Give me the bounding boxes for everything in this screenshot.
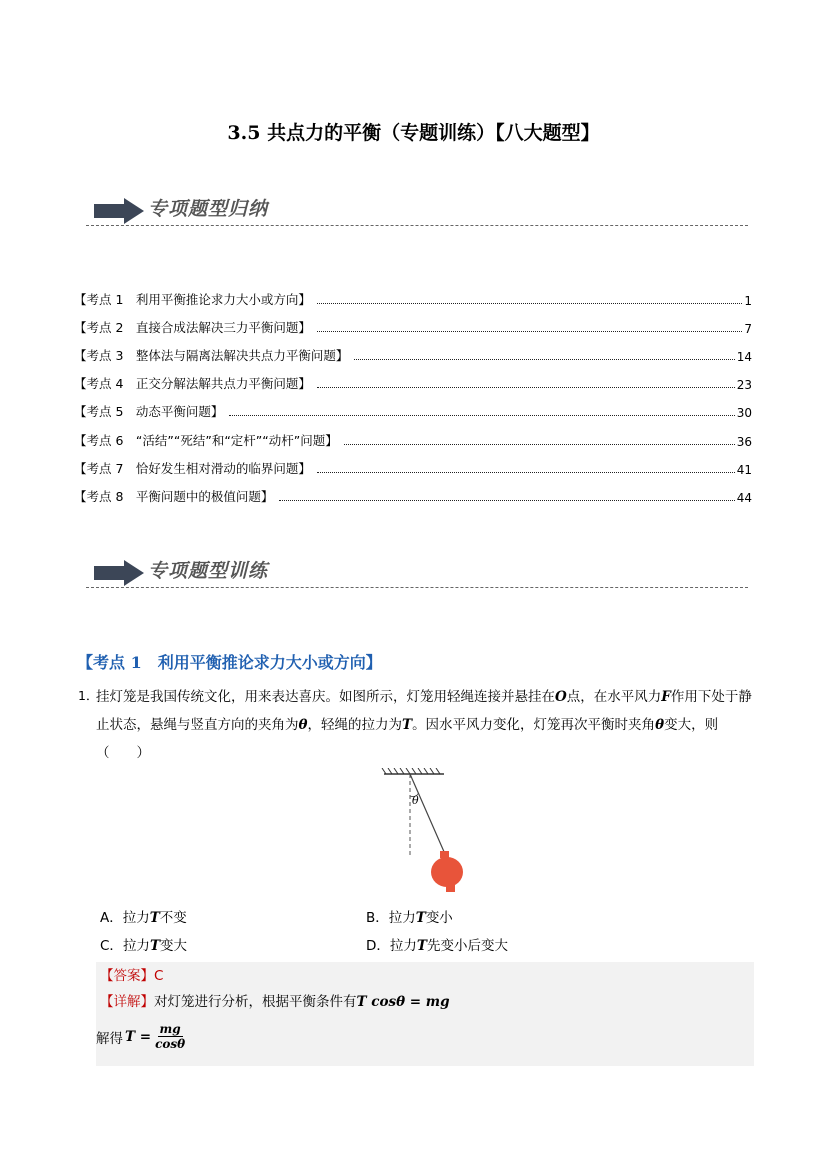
option-b[interactable]: B．拉力T变小 (366, 910, 453, 926)
toc-label: 【考点 5 动态平衡问题】 (74, 404, 224, 419)
symbol-t: T (402, 717, 413, 733)
toc-page: 30 (736, 406, 752, 420)
fraction: $\frac{mg}{\cos\theta}$ (155, 1022, 186, 1051)
option-c[interactable]: C．拉力T变大 (100, 938, 187, 954)
toc-row[interactable] (74, 372, 752, 392)
page-title: 3.5 共点力的平衡（专题训练）【八大题型】 (227, 122, 600, 144)
toc-page: 41 (736, 463, 752, 477)
answer-value: C (154, 968, 164, 984)
toc-label: 【考点 1 利用平衡推论求力大小或方向】 (74, 292, 311, 307)
symbol-theta: θ (298, 717, 308, 733)
training-banner (86, 554, 748, 594)
toc-label: 【考点 4 正交分解法解共点力平衡问题】 (74, 376, 311, 391)
toc-label: 【考点 7 恰好发生相对滑动的临界问题】 (74, 461, 311, 476)
toc-row[interactable] (74, 485, 752, 505)
answer-box (96, 962, 754, 1066)
detail-label: 【详解】 (100, 994, 154, 1010)
solve-line: 解得 T = $\frac{mg}{\cos\theta}$ (96, 1022, 186, 1051)
toc-row[interactable] (74, 457, 752, 477)
divider (86, 587, 748, 588)
answer-label: 【答案】 (100, 968, 154, 984)
toc-label: 【考点 2 直接合成法解决三力平衡问题】 (74, 320, 311, 335)
angle-label: θ (412, 794, 419, 807)
divider (86, 225, 748, 226)
symbol-o: O (555, 689, 567, 705)
toc-page: 36 (736, 435, 752, 449)
toc-page: 14 (736, 350, 752, 364)
option-a[interactable]: A．拉力T不变 (100, 910, 187, 926)
detail-line: 【详解】对灯笼进行分析，根据平衡条件有T cosθ = mg (100, 994, 450, 1010)
formula: T cosθ = mg (356, 994, 450, 1010)
arrow-right-icon (94, 560, 146, 586)
symbol-f: F (661, 689, 671, 705)
answer-line (100, 964, 163, 984)
toc-label: 【考点 6 “活结”“死结”和“定杆”“动杆”问题】 (74, 433, 338, 448)
toc-row[interactable] (74, 400, 752, 420)
training-banner-text: 专项题型训练 (148, 560, 269, 582)
lantern-figure (380, 768, 480, 896)
toc-page: 44 (736, 491, 752, 505)
symbol-theta: θ (655, 717, 665, 733)
toc-page: 1 (744, 294, 752, 308)
toc-label: 【考点 8 平衡问题中的极值问题】 (74, 489, 274, 504)
toc-page: 7 (744, 322, 752, 336)
question-number: 1． (78, 688, 99, 703)
toc-row[interactable] (74, 316, 752, 336)
toc-row[interactable] (74, 429, 752, 449)
toc-page: 23 (736, 378, 752, 392)
section-heading: 【考点 1 利用平衡推论求力大小或方向】 (77, 653, 382, 672)
question-text: 挂灯笼是我国传统文化，用来表达喜庆。如图所示，灯笼用轻绳连接并悬挂在O点，在水平风力F作用下处于静止状态，悬绳与竖直方向的夹角为θ，轻绳的拉力为T。因水平风力变化，灯笼再次平衡时夹角θ变大，则（ ） (96, 689, 752, 761)
toc-row[interactable] (74, 344, 752, 364)
option-d[interactable]: D．拉力T先变小后变大 (366, 938, 508, 954)
toc-label: 【考点 3 整体法与隔离法解决共点力平衡问题】 (74, 348, 349, 363)
arrow-right-icon (94, 198, 146, 224)
summary-banner (86, 192, 748, 232)
toc-row[interactable] (74, 288, 752, 308)
summary-banner-text: 专项题型归纳 (148, 198, 269, 220)
